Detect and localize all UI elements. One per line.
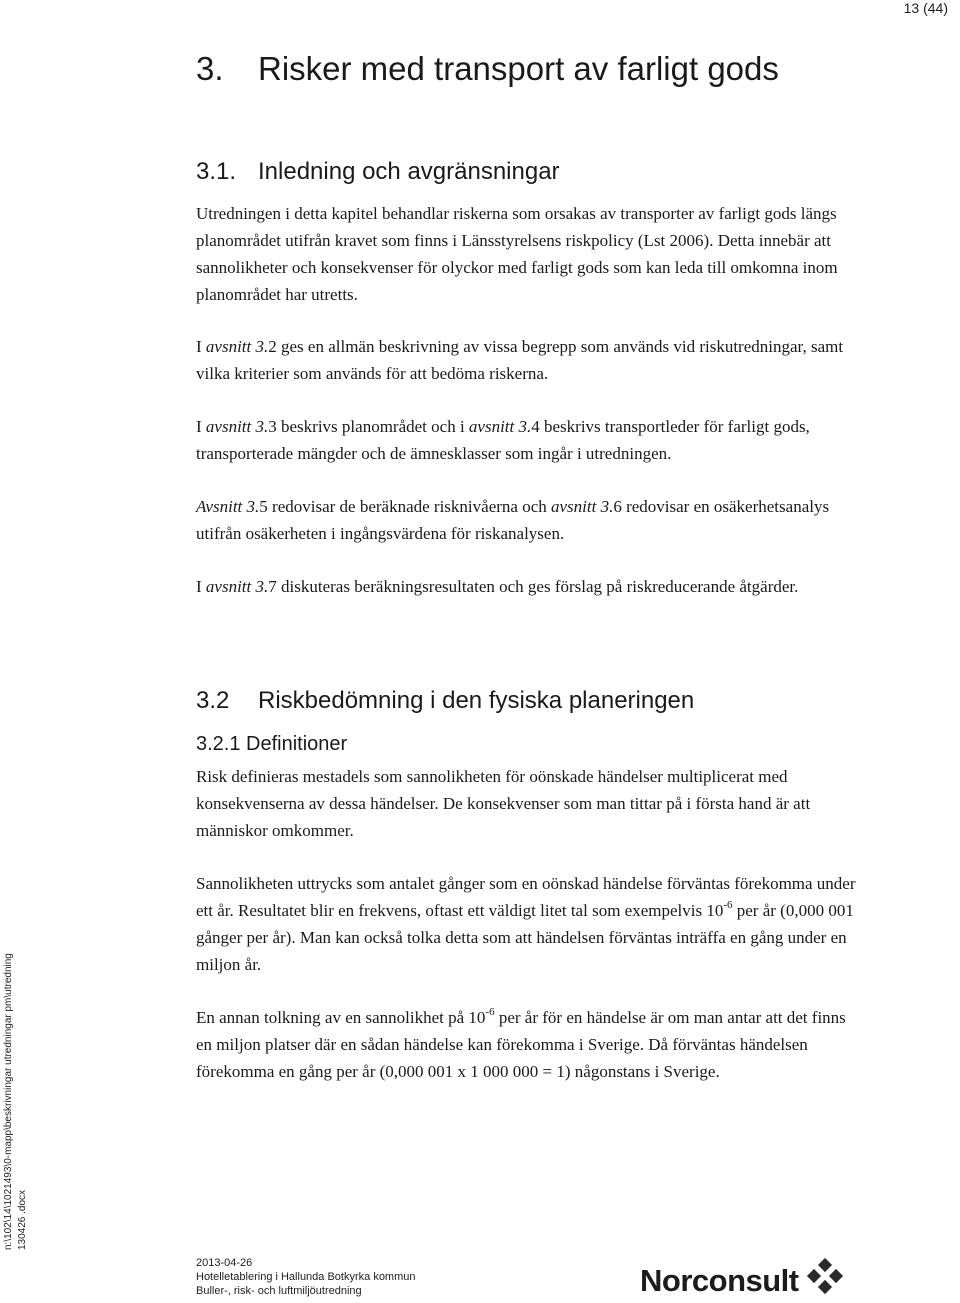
paragraph-avsnitt-3-2: I avsnitt 3.2 ges en allmän beskrivning av vissa begrepp som används vid riskutredningar, samt vilka kriterier som används för att bedöma riskerna. bbox=[196, 337, 844, 383]
paragraph-avsnitt-3-7: I avsnitt 3.7 diskuteras beräkningsresultaten och ges förslag på riskreducerande åtgärder. bbox=[196, 577, 799, 596]
section-3-2-number: 3.2 bbox=[196, 687, 230, 714]
section-3-title: Risker med transport av farligt gods bbox=[258, 50, 779, 87]
section-3-1-title: Inledning och avgränsningar bbox=[258, 158, 560, 185]
footer-date: 2013-04-26 bbox=[196, 1257, 253, 1269]
definition-paragraph: Risk definieras mestadels som sannolikheten för oönskade händelser multiplicerat med konsekvenserna av dessa händelser. De konsekvenser som man tittar på i första hand är att människor omkommer. bbox=[196, 767, 811, 840]
section-3-2-1-heading: 3.2.1 Definitioner bbox=[196, 733, 348, 755]
section-3-number: 3. bbox=[196, 50, 224, 87]
section-3-2-title: Riskbedömning i den fysiska planeringen bbox=[258, 687, 695, 714]
file-path-line-2: 130426 .docx bbox=[17, 1189, 28, 1250]
norconsult-diamond-logo-icon bbox=[805, 1258, 845, 1303]
file-path-margin bbox=[2, 953, 30, 1250]
file-path-line-1: n:\102\14\1021493\0-mapp\beskrivningar utredningar pm\utredning bbox=[3, 953, 14, 1250]
footer-project: Hotelletablering i Hallunda Botkyrka kommun bbox=[196, 1271, 416, 1283]
paragraph-avsnitt-3-5: Avsnitt 3.5 redovisar de beräknade risknivåerna och avsnitt 3.6 redovisar en osäkerhetsanalys utifrån osäkerheten i ingångsvärdena för riskanalysen. bbox=[196, 497, 830, 543]
section-3-1-heading bbox=[196, 157, 560, 187]
interpretation-paragraph: En annan tolkning av en sannolikhet på $10^{-6}$ per år för en händelse är om man antar att det finns en miljon platser där en sådan händelse kan förekomma i Sverige. Då förväntas händelsen förekomma en gång per år (0,000 001 x 1 000 000 = 1) någonstans i Sverige. bbox=[196, 1006, 846, 1081]
footer bbox=[196, 1256, 416, 1298]
probability-paragraph: Sannolikheten uttrycks som antalet gånger som en oönskad händelse förväntas förekomma under ett år. Resultatet blir en frekvens, oftast ett väldigt litet tal som exempelvis $10^{-6}$ per år (0,000 001 gånger per år). Man kan också tolka detta som att händelsen förväntas inträffa en gång under en miljon år. bbox=[196, 874, 856, 974]
section-3-1-number: 3.1. bbox=[196, 158, 237, 185]
section-3-heading bbox=[196, 44, 896, 94]
intro-paragraph: Utredningen i detta kapitel behandlar riskerna som orsakas av transporter av farligt gods längs planområdet utifrån kravet som finns i Länsstyrelsens riskpolicy (Lst 2006). Detta innebär att sannolikheter och konsekvenser för olyckor med farligt gods som kan leda till omkomna inom planområdet har utretts. bbox=[196, 204, 838, 304]
footer-report: Buller-, risk- och luftmiljöutredning bbox=[196, 1285, 362, 1297]
paragraph-avsnitt-3-3: I avsnitt 3.3 beskrivs planområdet och i avsnitt 3.4 beskrivs transportleder för farligt gods, transporterade mängder och de ämnesklasser som ingår i utredningen. bbox=[196, 417, 810, 463]
norconsult-logo bbox=[640, 1258, 845, 1303]
logo-text: Norconsult bbox=[640, 1262, 799, 1298]
page-number: 13 (44) bbox=[903, 0, 948, 16]
section-3-2-heading bbox=[196, 686, 694, 716]
